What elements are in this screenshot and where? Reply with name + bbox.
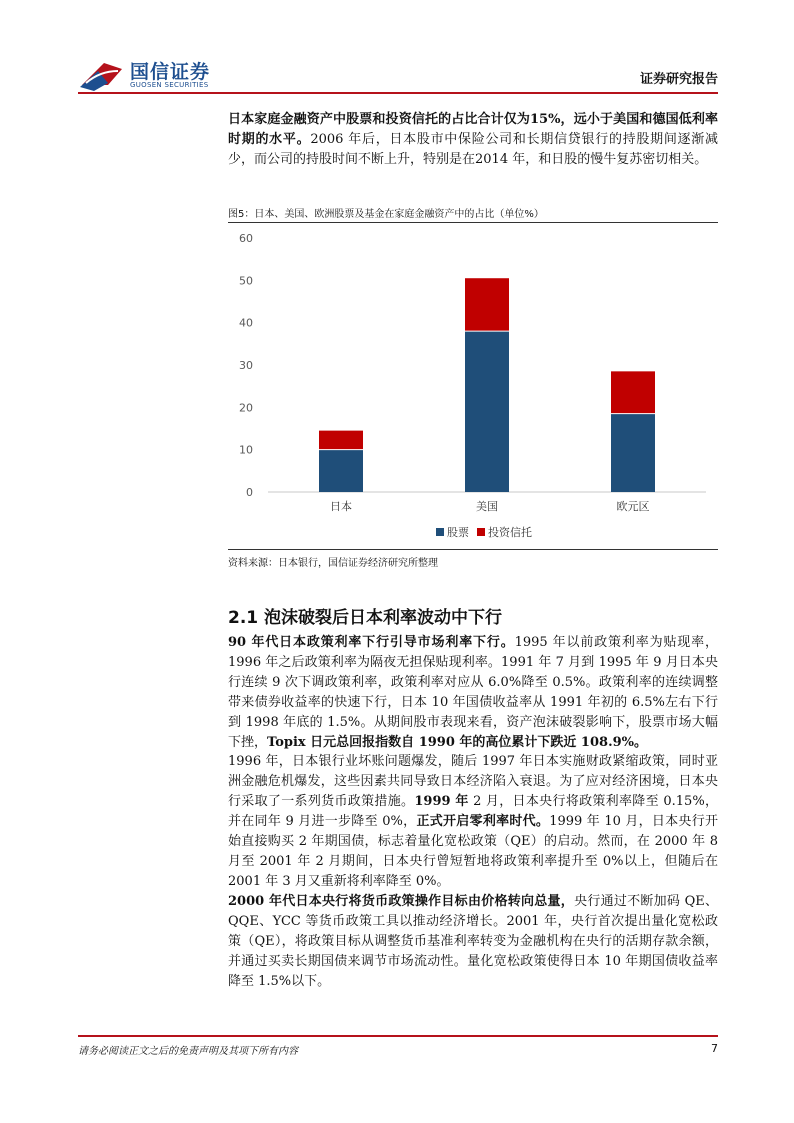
x-axis-labels	[330, 499, 650, 513]
section-title: 2.1 泡沫破裂后日本利率波动中下行	[228, 608, 503, 628]
source-top-divider	[228, 549, 718, 550]
legend-label: 股票	[447, 526, 469, 539]
p1-bold-a: 90 年代日本政策利率下行引导市场利率下行。	[228, 635, 515, 650]
bar-fund-2	[611, 371, 655, 413]
legend-label: 投资信托	[488, 526, 532, 539]
y-tick-label: 40	[239, 316, 253, 330]
legend	[436, 525, 532, 539]
x-tick-label: 欧元区	[616, 500, 650, 513]
report-type: 证券研究报告	[639, 72, 718, 87]
p2-text-b: 2 月，日本央行将政策利率降至 0.15%，并在同年 9 月进一步降至 0%，	[228, 794, 718, 829]
intro-paragraph	[228, 110, 718, 170]
paragraph-3	[228, 892, 718, 992]
p2-text-a: 1996 年，日本银行业坏账问题爆发，随后 1997 年日本实施财政紧缩政策，同时亚洲金融危机爆发，这些因素共同导致日本经济陷入衰退。为了应对经济困境，日本央行采取了一系列货币政策措施。	[228, 754, 718, 809]
paragraph-1	[228, 633, 718, 753]
guosen-logo-icon	[78, 57, 126, 91]
p1-bold-b: Topix 日元总回报指数自 1990 年的高位累计下跌近 108.9%。	[267, 735, 647, 750]
p3-text-a: 央行通过不断加码 QE、QQE、YCC 等货币政策工具以推动经济增长。2001 年，央行首次提出量化宽松政策（QE），将政策目标从调整货币基准利率转变为金融机构在央行的活期存款余额，并通过买卖长期国债来调节市场流动性。量化宽松政策使得日本 10 年期国债收益率降至 1.5%以下。	[228, 894, 718, 989]
footer-divider	[78, 1035, 718, 1037]
p2-text-c: 1999 年 10 月，日本央行开始直接购买 2 年期国债，标志着量化宽松政策（QE）的启动。然而，在 2000 年 8 月至 2001 年 2 月期间，日本央行曾短暂地将政策利率提升至 0%以上，但随后在 2001 年 3 月又重新将利率降至 0%。	[228, 814, 718, 889]
y-tick-label: 0	[246, 486, 253, 499]
y-tick-label: 50	[239, 274, 253, 288]
logo-en-text: GUOSEN SECURITIES	[130, 81, 209, 89]
bar-stock-2	[611, 414, 655, 492]
legend-swatch	[477, 528, 485, 536]
footer-disclaimer: 请务必阅读正文之后的免责声明及其项下所有内容	[78, 1046, 298, 1057]
stacked-bar-chart	[228, 224, 718, 552]
legend-swatch	[436, 528, 444, 536]
y-tick-label: 20	[239, 401, 253, 415]
logo	[78, 57, 238, 93]
paragraph-2	[228, 752, 718, 892]
p1-text-a: 1995 年以前政策利率为贴现率，1996 年之后政策利率为隔夜无担保贴现利率。1991 年 7 月到 1995 年 9 月日本央行连续 9 次下调政策利率，政策利率对应从 6.0%降至 0.5%。政策利率的连续调整带来债券收益率的快速下行，日本 10 年国债收益率从 1991 年初的 6.5%左右下行到 1998 年底的 1.5%。从期间股市表现来看，资产泡沫破裂影响下，股票市场大幅下挫，	[228, 635, 718, 750]
caption-divider	[228, 222, 718, 223]
bar-stock-0	[319, 450, 363, 492]
figure-caption: 图5：日本、美国、欧洲股票及基金在家庭金融资产中的占比（单位%）	[228, 209, 544, 220]
y-tick-label: 60	[239, 232, 253, 245]
intro-bold: 日本家庭金融资产中股票和投资信托的占比合计仅为15%，远小于美国和德国低利率时期的水平。	[228, 112, 718, 147]
y-axis-ticks	[239, 232, 253, 499]
header-divider	[78, 92, 718, 94]
p2-bold-b: 正式开启零利率时代。	[416, 814, 550, 829]
bar-stock-1	[465, 331, 509, 492]
figure-source: 资料来源：日本银行，国信证券经济研究所整理	[228, 558, 438, 569]
bar-fund-0	[319, 431, 363, 450]
x-tick-label: 日本	[330, 500, 352, 513]
intro-rest: 2006 年后，日本股市中保险公司和长期信贷银行的持股期间逐渐减少，而公司的持股时间不断上升，特别是在2014 年，和日股的慢牛复苏密切相关。	[228, 132, 718, 167]
bars-group	[319, 278, 655, 492]
y-tick-label: 10	[239, 443, 253, 457]
bar-fund-1	[465, 278, 509, 331]
logo-cn-text: 国信证券	[130, 61, 211, 83]
y-tick-label: 30	[239, 359, 253, 372]
p3-bold-a: 2000 年代日本央行将货币政策操作目标由价格转向总量，	[228, 894, 575, 909]
x-tick-label: 美国	[476, 500, 498, 513]
page-number: 7	[711, 1042, 718, 1055]
p2-bold-a: 1999 年	[414, 794, 469, 809]
